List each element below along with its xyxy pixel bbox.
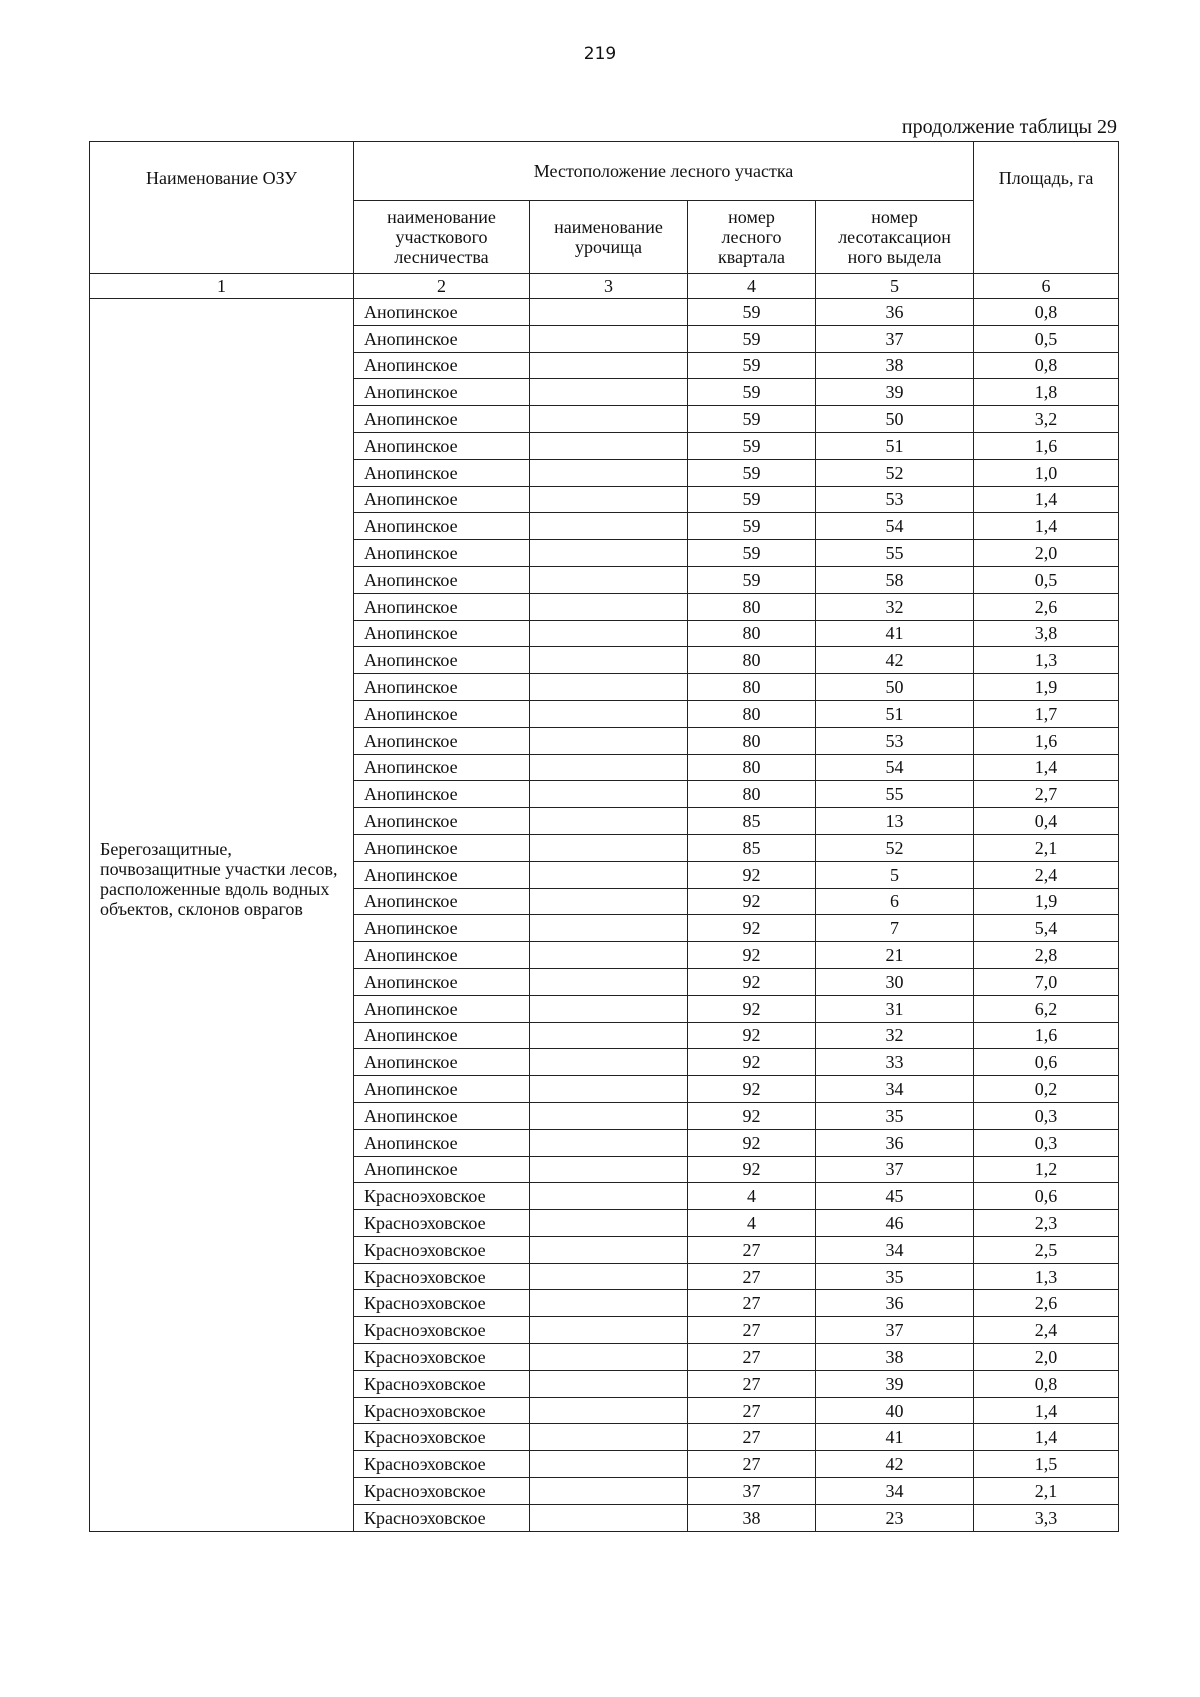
allotment-cell: 53 [816, 727, 974, 754]
area-cell: 2,0 [974, 540, 1119, 567]
table-body [90, 299, 1119, 1532]
forestry-cell: Анопинское [354, 834, 530, 861]
tract-cell [530, 1424, 688, 1451]
allotment-cell: 45 [816, 1183, 974, 1210]
quarter-cell: 27 [688, 1370, 816, 1397]
tract-cell [530, 1022, 688, 1049]
tract-cell [530, 808, 688, 835]
allotment-cell: 36 [816, 1129, 974, 1156]
area-cell: 1,4 [974, 513, 1119, 540]
allotment-cell: 23 [816, 1504, 974, 1531]
area-cell: 1,3 [974, 1263, 1119, 1290]
tract-cell [530, 1129, 688, 1156]
quarter-cell: 80 [688, 781, 816, 808]
quarter-cell: 80 [688, 727, 816, 754]
area-cell: 1,7 [974, 700, 1119, 727]
allotment-cell: 30 [816, 968, 974, 995]
area-cell: 0,5 [974, 566, 1119, 593]
forestry-cell: Анопинское [354, 486, 530, 513]
allotment-cell: 39 [816, 379, 974, 406]
allotment-cell: 41 [816, 620, 974, 647]
forestry-cell: Анопинское [354, 620, 530, 647]
area-cell: 2,6 [974, 1290, 1119, 1317]
forestry-cell: Анопинское [354, 432, 530, 459]
column-number: 2 [354, 274, 530, 299]
allotment-cell: 6 [816, 888, 974, 915]
header-ozu: Наименование ОЗУ [90, 142, 354, 274]
allotment-cell: 58 [816, 566, 974, 593]
tract-cell [530, 406, 688, 433]
forestry-cell: Красноэховское [354, 1370, 530, 1397]
quarter-cell: 80 [688, 674, 816, 701]
tract-cell [530, 1370, 688, 1397]
forestry-cell: Анопинское [354, 861, 530, 888]
tract-cell [530, 325, 688, 352]
allotment-cell: 31 [816, 995, 974, 1022]
column-number: 1 [90, 274, 354, 299]
tract-cell [530, 1183, 688, 1210]
allotment-cell: 50 [816, 406, 974, 433]
quarter-cell: 59 [688, 432, 816, 459]
quarter-cell: 27 [688, 1451, 816, 1478]
quarter-cell: 27 [688, 1290, 816, 1317]
tract-cell [530, 566, 688, 593]
area-cell: 2,0 [974, 1344, 1119, 1371]
column-number: 5 [816, 274, 974, 299]
tract-cell [530, 1290, 688, 1317]
allotment-cell: 34 [816, 1076, 974, 1103]
tract-cell [530, 540, 688, 567]
area-cell: 1,6 [974, 432, 1119, 459]
allotment-cell: 54 [816, 754, 974, 781]
quarter-cell: 59 [688, 325, 816, 352]
quarter-cell: 85 [688, 808, 816, 835]
tract-cell [530, 1397, 688, 1424]
forestry-cell: Красноэховское [354, 1504, 530, 1531]
tract-cell [530, 1236, 688, 1263]
table-row [90, 299, 1119, 326]
tract-cell [530, 299, 688, 326]
column-number: 4 [688, 274, 816, 299]
area-cell: 0,6 [974, 1183, 1119, 1210]
tract-cell [530, 486, 688, 513]
allotment-cell: 42 [816, 1451, 974, 1478]
quarter-cell: 59 [688, 486, 816, 513]
area-cell: 2,6 [974, 593, 1119, 620]
tract-cell [530, 1263, 688, 1290]
page-number: 219 [583, 44, 617, 64]
forestry-cell: Анопинское [354, 1129, 530, 1156]
allotment-cell: 38 [816, 352, 974, 379]
quarter-cell: 80 [688, 647, 816, 674]
forestry-cell: Красноэховское [354, 1263, 530, 1290]
tract-cell [530, 1049, 688, 1076]
forestry-cell: Анопинское [354, 352, 530, 379]
quarter-cell: 4 [688, 1210, 816, 1237]
forestry-cell: Красноэховское [354, 1290, 530, 1317]
area-cell: 1,4 [974, 754, 1119, 781]
tract-cell [530, 593, 688, 620]
forestry-cell: Анопинское [354, 647, 530, 674]
forestry-cell: Красноэховское [354, 1236, 530, 1263]
forestry-cell: Анопинское [354, 915, 530, 942]
allotment-cell: 13 [816, 808, 974, 835]
quarter-cell: 27 [688, 1424, 816, 1451]
area-cell: 1,4 [974, 1397, 1119, 1424]
quarter-cell: 59 [688, 540, 816, 567]
quarter-cell: 85 [688, 834, 816, 861]
forestry-cell: Анопинское [354, 727, 530, 754]
allotment-cell: 55 [816, 781, 974, 808]
quarter-cell: 59 [688, 352, 816, 379]
tract-cell [530, 1210, 688, 1237]
area-cell: 2,4 [974, 861, 1119, 888]
tract-cell [530, 995, 688, 1022]
area-cell: 0,5 [974, 325, 1119, 352]
tract-cell [530, 1076, 688, 1103]
area-cell: 1,3 [974, 647, 1119, 674]
area-cell: 1,8 [974, 379, 1119, 406]
quarter-cell: 92 [688, 995, 816, 1022]
allotment-cell: 39 [816, 1370, 974, 1397]
tract-cell [530, 1504, 688, 1531]
allotment-cell: 35 [816, 1102, 974, 1129]
tract-cell [530, 834, 688, 861]
area-cell: 0,4 [974, 808, 1119, 835]
tract-cell [530, 513, 688, 540]
tract-cell [530, 1102, 688, 1129]
allotment-cell: 36 [816, 1290, 974, 1317]
forestry-cell: Анопинское [354, 1102, 530, 1129]
area-cell: 2,7 [974, 781, 1119, 808]
forestry-cell: Красноэховское [354, 1397, 530, 1424]
allotment-cell: 35 [816, 1263, 974, 1290]
area-cell: 7,0 [974, 968, 1119, 995]
tract-cell [530, 915, 688, 942]
allotment-cell: 50 [816, 674, 974, 701]
allotment-cell: 51 [816, 432, 974, 459]
forestry-cell: Анопинское [354, 674, 530, 701]
tract-cell [530, 1317, 688, 1344]
forestry-cell: Анопинское [354, 754, 530, 781]
quarter-cell: 80 [688, 620, 816, 647]
forestry-cell: Красноэховское [354, 1478, 530, 1505]
column-number-row [90, 274, 1119, 299]
header-forestry: наименование участкового лесничества [354, 201, 530, 274]
table-continuation-note: продолжение таблицы 29 [901, 116, 1117, 138]
area-cell: 1,9 [974, 888, 1119, 915]
tract-cell [530, 781, 688, 808]
allotment-cell: 52 [816, 459, 974, 486]
allotment-cell: 34 [816, 1478, 974, 1505]
allotment-cell: 32 [816, 593, 974, 620]
quarter-cell: 80 [688, 754, 816, 781]
forestry-cell: Анопинское [354, 325, 530, 352]
forestry-cell: Красноэховское [354, 1451, 530, 1478]
forestry-cell: Красноэховское [354, 1317, 530, 1344]
quarter-cell: 92 [688, 1102, 816, 1129]
area-cell: 5,4 [974, 915, 1119, 942]
forestry-cell: Анопинское [354, 968, 530, 995]
area-cell: 0,3 [974, 1102, 1119, 1129]
allotment-cell: 54 [816, 513, 974, 540]
quarter-cell: 27 [688, 1397, 816, 1424]
tract-cell [530, 942, 688, 969]
quarter-cell: 80 [688, 700, 816, 727]
forestry-cell: Анопинское [354, 1022, 530, 1049]
quarter-cell: 27 [688, 1344, 816, 1371]
forest-plots-table [89, 141, 1119, 1532]
forestry-cell: Красноэховское [354, 1424, 530, 1451]
forestry-cell: Красноэховское [354, 1183, 530, 1210]
tract-cell [530, 674, 688, 701]
area-cell: 3,3 [974, 1504, 1119, 1531]
column-number: 3 [530, 274, 688, 299]
quarter-cell: 92 [688, 1129, 816, 1156]
allotment-cell: 40 [816, 1397, 974, 1424]
tract-cell [530, 888, 688, 915]
tract-cell [530, 968, 688, 995]
area-cell: 1,2 [974, 1156, 1119, 1183]
forestry-cell: Анопинское [354, 406, 530, 433]
area-cell: 0,6 [974, 1049, 1119, 1076]
area-cell: 1,6 [974, 727, 1119, 754]
quarter-cell: 27 [688, 1263, 816, 1290]
quarter-cell: 4 [688, 1183, 816, 1210]
tract-cell [530, 432, 688, 459]
area-cell: 3,8 [974, 620, 1119, 647]
forestry-cell: Анопинское [354, 459, 530, 486]
allotment-cell: 33 [816, 1049, 974, 1076]
area-cell: 1,6 [974, 1022, 1119, 1049]
quarter-cell: 92 [688, 861, 816, 888]
allotment-cell: 5 [816, 861, 974, 888]
quarter-cell: 59 [688, 379, 816, 406]
allotment-cell: 53 [816, 486, 974, 513]
area-cell: 2,5 [974, 1236, 1119, 1263]
quarter-cell: 92 [688, 1156, 816, 1183]
tract-cell [530, 352, 688, 379]
quarter-cell: 59 [688, 459, 816, 486]
forestry-cell: Анопинское [354, 540, 530, 567]
area-cell: 2,1 [974, 1478, 1119, 1505]
forestry-cell: Анопинское [354, 808, 530, 835]
allotment-cell: 34 [816, 1236, 974, 1263]
quarter-cell: 59 [688, 406, 816, 433]
quarter-cell: 92 [688, 1022, 816, 1049]
allotment-cell: 55 [816, 540, 974, 567]
allotment-cell: 46 [816, 1210, 974, 1237]
allotment-cell: 37 [816, 1156, 974, 1183]
forestry-cell: Анопинское [354, 566, 530, 593]
quarter-cell: 92 [688, 888, 816, 915]
quarter-cell: 38 [688, 1504, 816, 1531]
allotment-cell: 51 [816, 700, 974, 727]
allotment-cell: 21 [816, 942, 974, 969]
allotment-cell: 7 [816, 915, 974, 942]
area-cell: 2,3 [974, 1210, 1119, 1237]
tract-cell [530, 700, 688, 727]
quarter-cell: 92 [688, 942, 816, 969]
tract-cell [530, 754, 688, 781]
tract-cell [530, 1156, 688, 1183]
forestry-cell: Анопинское [354, 379, 530, 406]
quarter-cell: 37 [688, 1478, 816, 1505]
forestry-cell: Анопинское [354, 299, 530, 326]
tract-cell [530, 647, 688, 674]
tract-cell [530, 620, 688, 647]
forestry-cell: Анопинское [354, 593, 530, 620]
forestry-cell: Анопинское [354, 781, 530, 808]
quarter-cell: 92 [688, 968, 816, 995]
tract-cell [530, 459, 688, 486]
quarter-cell: 59 [688, 566, 816, 593]
header-quarter: номер лесного квартала [688, 201, 816, 274]
forestry-cell: Анопинское [354, 942, 530, 969]
tract-cell [530, 727, 688, 754]
column-number: 6 [974, 274, 1119, 299]
area-cell: 0,3 [974, 1129, 1119, 1156]
header-tract: наименование урочища [530, 201, 688, 274]
tract-cell [530, 1451, 688, 1478]
area-cell: 0,8 [974, 299, 1119, 326]
quarter-cell: 92 [688, 1049, 816, 1076]
allotment-cell: 37 [816, 325, 974, 352]
allotment-cell: 41 [816, 1424, 974, 1451]
area-cell: 0,8 [974, 1370, 1119, 1397]
area-cell: 0,2 [974, 1076, 1119, 1103]
quarter-cell: 27 [688, 1236, 816, 1263]
area-cell: 1,0 [974, 459, 1119, 486]
header-allotment: номер лесотаксацион ного выдела [816, 201, 974, 274]
forestry-cell: Анопинское [354, 1156, 530, 1183]
tract-cell [530, 379, 688, 406]
tract-cell [530, 1344, 688, 1371]
allotment-cell: 36 [816, 299, 974, 326]
quarter-cell: 27 [688, 1317, 816, 1344]
quarter-cell: 92 [688, 915, 816, 942]
forestry-cell: Анопинское [354, 700, 530, 727]
area-cell: 2,4 [974, 1317, 1119, 1344]
area-cell: 3,2 [974, 406, 1119, 433]
allotment-cell: 38 [816, 1344, 974, 1371]
allotment-cell: 32 [816, 1022, 974, 1049]
header-row-top [90, 142, 1119, 201]
allotment-cell: 42 [816, 647, 974, 674]
forestry-cell: Анопинское [354, 513, 530, 540]
quarter-cell: 59 [688, 299, 816, 326]
area-cell: 1,4 [974, 1424, 1119, 1451]
quarter-cell: 59 [688, 513, 816, 540]
allotment-cell: 52 [816, 834, 974, 861]
header-area: Площадь, га [974, 142, 1119, 274]
quarter-cell: 92 [688, 1076, 816, 1103]
area-cell: 1,5 [974, 1451, 1119, 1478]
forestry-cell: Красноэховское [354, 1210, 530, 1237]
forestry-cell: Анопинское [354, 888, 530, 915]
tract-cell [530, 861, 688, 888]
area-cell: 1,4 [974, 486, 1119, 513]
area-cell: 1,9 [974, 674, 1119, 701]
tract-cell [530, 1478, 688, 1505]
forestry-cell: Анопинское [354, 1049, 530, 1076]
area-cell: 2,8 [974, 942, 1119, 969]
zone-name-cell: Берегозащитные, почвозащитные участки лесов, расположенные вдоль водных объектов, склонов оврагов [90, 299, 354, 1532]
quarter-cell: 80 [688, 593, 816, 620]
allotment-cell: 37 [816, 1317, 974, 1344]
forestry-cell: Анопинское [354, 995, 530, 1022]
area-cell: 2,1 [974, 834, 1119, 861]
forestry-cell: Анопинское [354, 1076, 530, 1103]
header-location: Местоположение лесного участка [354, 142, 974, 201]
area-cell: 6,2 [974, 995, 1119, 1022]
area-cell: 0,8 [974, 352, 1119, 379]
forestry-cell: Красноэховское [354, 1344, 530, 1371]
